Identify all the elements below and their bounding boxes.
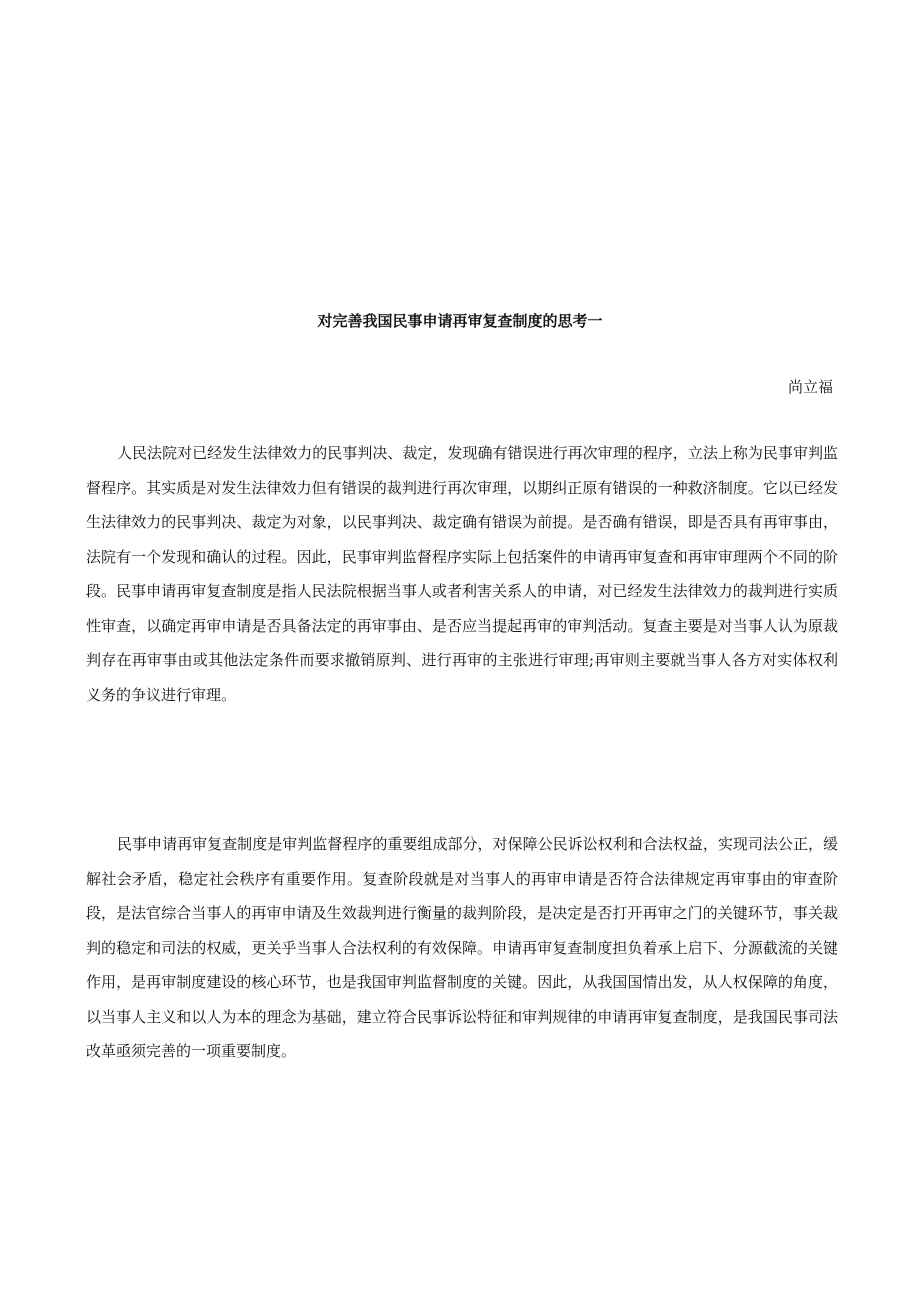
body-paragraph-2: 民事申请再审复查制度是审判监督程序的重要组成部分，对保障公民诉讼权利和合法权益，实现司法公正，缓解社会矛盾，稳定社会秩序有重要作用。复查阶段就是对当事人的再审申请是否符合法律规定再审事由的审查阶段，是法官综合当事人的再审申请及生效裁判进行衡量的裁判阶段，是决定是否打开再审之门的关键环节，事关裁判的稳定和司法的权威，更关乎当事人合法权利的有效保障。申请再审复查制度担负着承上启下、分源截流的关键作用，是再审制度建设的核心环节，也是我国审判监督制度的关键。因此，从我国国情出发，从人权保障的角度，以当事人主义和以人为本的理念为基础，建立符合民事诉讼特征和审判规律的申请再审复查制度，是我国民事司法改革亟须完善的一项重要制度。: [86, 835, 838, 1060]
document-author: 尚立福: [787, 378, 833, 396]
body-paragraph-1: 人民法院对已经发生法律效力的民事判决、裁定，发现确有错误进行再次审理的程序，立法上称为民事审判监督程序。其实质是对发生法律效力但有错误的裁判进行再次审理，以期纠正原有错误的一种救济制度。它以已经发生法律效力的民事判决、裁定为对象，以民事判决、裁定确有错误为前提。是否确有错误，即是否具有再审事由，法院有一个发现和确认的过程。因此，民事审判监督程序实际上包括案件的申请再审复查和再审审理两个不同的阶段。民事申请再审复查制度是指人民法院根据当事人或者利害关系人的申请，对已经发生法律效力的裁判进行实质性审查，以确定再审申请是否具备法定的再审事由、是否应当提起再审的审判活动。复查主要是对当事人认为原裁判存在再审事由或其他法定条件而要求撤销原判、进行再审的主张进行审理;再审则主要就当事人各方对实体权利义务的争议进行审理。: [86, 444, 838, 704]
document-title: 对完善我国民事申请再审复查制度的思考一: [317, 312, 603, 330]
